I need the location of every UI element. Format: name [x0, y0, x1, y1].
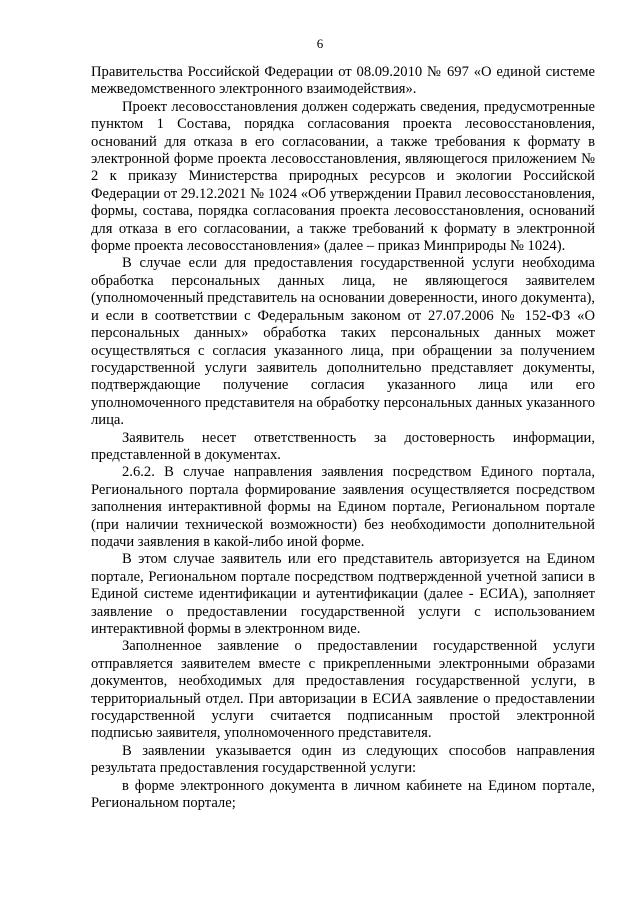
paragraph-submitted-application: Заполненное заявление о предоставлении государственной услуги отправляется заявителем вместе с прикрепленными электронными образами документов, необходимых для предоставления государственной услуги, в территориальный отдел. При авторизации в ЕСИА заявление о предоставлении государственной услуги считается подписанным простой электронной подписью заявителя, уполномоченного представителя. [91, 638, 595, 742]
paragraph-electronic-document: в форме электронного документа в личном кабинете на Едином портале, Региональном портале; [91, 777, 595, 812]
paragraph-result-delivery: В заявлении указывается один из следующих способов направления результата предоставления государственной услуги: [91, 742, 595, 777]
paragraph-continuation: Правительства Российской Федерации от 08.09.2010 № 697 «О единой системе межведомственного электронного взаимодействия». [91, 64, 595, 98]
document-body [91, 64, 595, 812]
paragraph-section-2-6-2: 2.6.2. В случае направления заявления посредством Единого портала, Регионального портала формирование заявления осуществляется посредством заполнения интерактивной формы на Едином портале, Региональном портале (при наличии технической возможности) без необходимости дополнительной подачи заявления в какой-либо иной форме. [91, 464, 595, 550]
paragraph-personal-data: В случае если для предоставления государственной услуги необходима обработка персональных данных лица, не являющегося заявителем (уполномоченный представитель на основании доверенности, иного документа), и если в соответствии с Федеральным законом от 27.07.2006 № 152-ФЗ «О персональных данных» обработка таких персональных данных может осуществляться с согласия указанного лица, при обращении за получением государственной услуги заявитель дополнительно представляет документы, подтверждающие получение согласия указанного лица или его уполномоченного представителя на обработку персональных данных указанного лица. [91, 255, 595, 429]
paragraph-project-requirements: Проект лесовосстановления должен содержать сведения, предусмотренные пунктом 1 Состава, порядка согласования проекта лесовосстановления, оснований для отказа в его согласовании, а также требования к формату в электронной форме проекта лесовосстановления, являющегося приложением № 2 к приказу Министерства природных ресурсов и экологии Российской Федерации от 29.12.2021 № 1024 «Об утверждении Правил лесовосстановления, формы, состава, порядка согласования проекта лесовосстановления, оснований для отказа в его согласовании, а также требований к формату в электронной форме проекта лесовосстановления» (далее – приказ Минприроды № 1024). [91, 98, 595, 255]
page-number: 6 [316, 36, 324, 51]
paragraph-applicant-responsibility: Заявитель несет ответственность за достоверность информации, представленной в документах. [91, 429, 595, 463]
paragraph-esia-authorization: В этом случае заявитель или его представитель авторизуется на Едином портале, Региональном портале посредством подтвержденной учетной записи в Единой системе идентификации и аутентификации (далее - ЕСИА), заполняет заявление о предоставлении государственной услуги с использованием интерактивной формы в электронном виде. [91, 551, 595, 637]
